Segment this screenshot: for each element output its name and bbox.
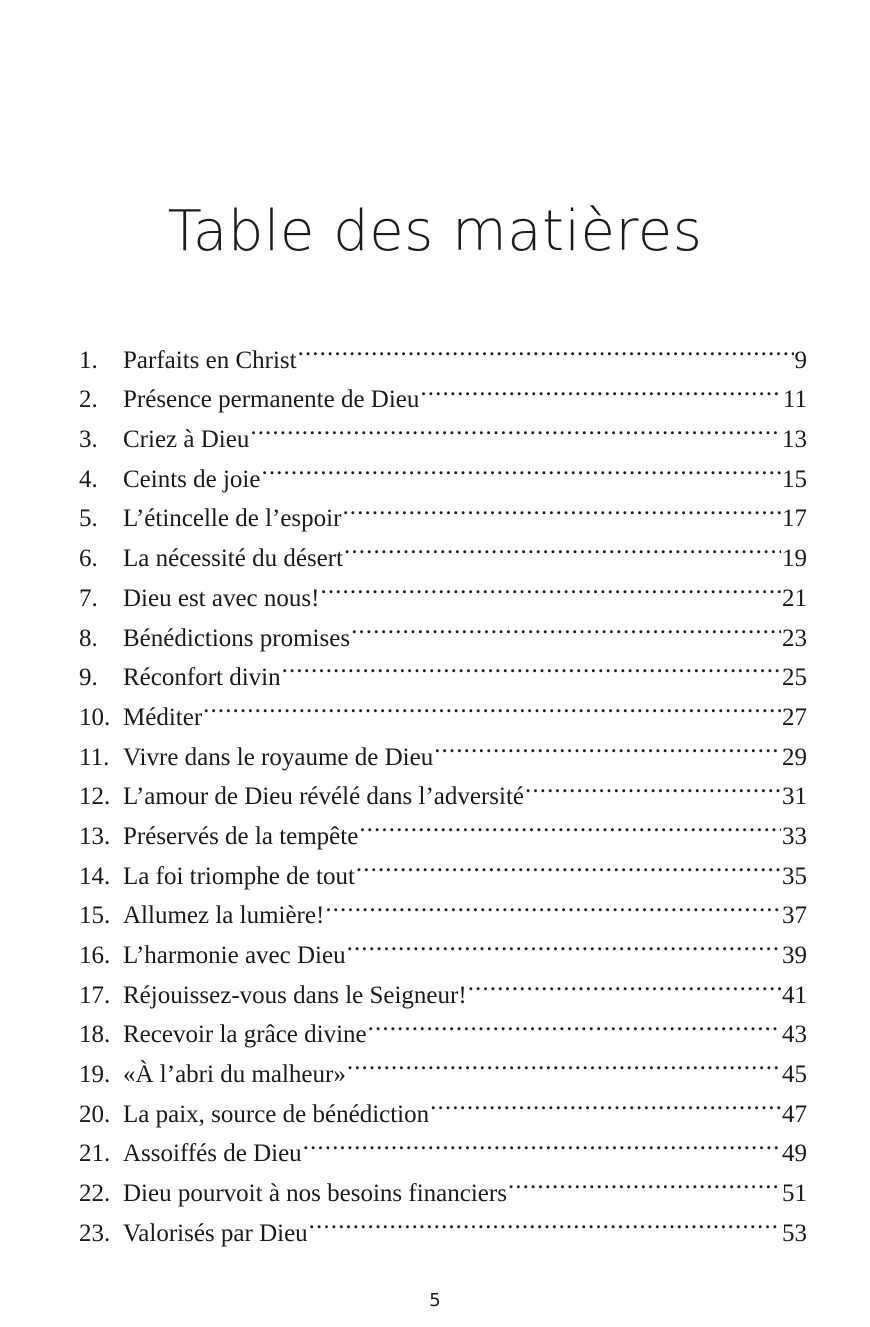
toc-entry-title: Allumez la lumière! (123, 902, 325, 930)
toc-dot-leader (325, 884, 781, 924)
toc-entry-page: 51 (782, 1180, 807, 1208)
toc-entry-title: La paix, source de bénédiction (123, 1100, 430, 1128)
toc-entry-page: 11 (782, 386, 807, 414)
toc-entry-number: 18. (79, 1021, 111, 1049)
toc-entry-number: 4. (79, 465, 98, 493)
toc-entry-title: Dieu pourvoit à nos besoins financiers (123, 1180, 507, 1208)
toc-entry-page: 47 (782, 1100, 807, 1128)
toc-entry-number: 12. (79, 783, 111, 811)
toc-entry-page: 49 (782, 1140, 807, 1168)
toc-dot-leader (430, 1082, 781, 1122)
toc-dot-leader (344, 526, 781, 566)
toc-dot-leader (342, 487, 781, 527)
toc-entry-page: 9 (794, 346, 807, 374)
toc-entry-title: Ceints de joie (123, 465, 261, 493)
toc-entry-number: 22. (79, 1180, 111, 1208)
toc-entry-title: Criez à Dieu (123, 426, 250, 454)
toc-dot-leader (261, 447, 781, 487)
toc-dot-leader (468, 963, 781, 1003)
toc-entry-page: 25 (782, 664, 807, 692)
toc-entry-page: 53 (782, 1219, 807, 1247)
toc-entry-page: 19 (782, 545, 807, 573)
toc-dot-leader (525, 765, 781, 805)
toc-dot-leader (298, 328, 794, 368)
toc-entry-number: 20. (79, 1100, 111, 1128)
toc-dot-leader (282, 646, 781, 686)
toc-entry-page: 23 (782, 624, 807, 652)
toc-dot-leader (303, 1122, 781, 1162)
toc-entry-page: 41 (782, 981, 807, 1009)
toc-entry-title: Méditer (123, 703, 203, 731)
toc-entry-title: La nécessité du désert (123, 545, 344, 573)
table-of-contents (79, 328, 807, 1247)
toc-dot-leader (347, 923, 781, 963)
toc-entry-page: 15 (782, 465, 807, 493)
toc-entry-title: Valorisés par Dieu (123, 1219, 308, 1247)
toc-entry-page: 37 (782, 902, 807, 930)
toc-entry-number: 14. (79, 862, 111, 890)
toc-entry-number: 3. (79, 426, 98, 454)
toc-dot-leader (434, 725, 781, 765)
toc-entry-number: 1. (79, 346, 98, 374)
toc-entry-page: 45 (782, 1061, 807, 1089)
toc-entry-number: 6. (79, 545, 98, 573)
toc-entry-page: 31 (782, 783, 807, 811)
toc-entry-page: 33 (782, 822, 807, 850)
toc-entry-page: 21 (782, 584, 807, 612)
toc-entry-title: Présence permanente de Dieu (123, 386, 420, 414)
toc-dot-leader (359, 804, 781, 844)
toc-entry-title: Recevoir la grâce divine (123, 1021, 367, 1049)
toc-entry-page: 17 (782, 505, 807, 533)
toc-entry-number: 9. (79, 664, 98, 692)
toc-dot-leader (420, 368, 782, 408)
toc-dot-leader (347, 1042, 781, 1082)
toc-entry-number: 16. (79, 942, 111, 969)
toc-entry-page: 43 (782, 1021, 807, 1049)
toc-entry-title: Dieu est avec nous! (123, 584, 320, 612)
toc-entry-number: 17. (79, 981, 111, 1009)
toc-entry-title: Préservés de la tempête (123, 822, 359, 850)
toc-entry-number: 2. (79, 386, 98, 414)
toc-dot-leader (351, 606, 781, 646)
toc-entry-page: 39 (782, 942, 807, 969)
toc-entry-number: 7. (79, 584, 98, 612)
toc-entry-title: La foi triomphe de tout (123, 862, 355, 890)
toc-entry-title: «À l’abri du malheur» (123, 1061, 346, 1089)
page-title: Table des matières (167, 199, 703, 264)
toc-dot-leader (320, 566, 781, 606)
toc-entry-title: L’étincelle de l’espoir (123, 505, 342, 533)
toc-entry-title: Assoiffés de Dieu (123, 1140, 302, 1168)
toc-entry-number: 19. (79, 1061, 111, 1089)
toc-entry-page: 27 (782, 703, 807, 731)
toc-entry-page: 29 (782, 743, 807, 771)
toc-dot-leader (203, 685, 781, 725)
toc-entry-number: 11. (79, 743, 110, 771)
toc-dot-leader (368, 1003, 781, 1043)
toc-dot-leader (356, 844, 781, 884)
toc-dot-leader (309, 1201, 781, 1241)
toc-entry-number: 8. (79, 624, 98, 652)
toc-entry-number: 15. (79, 902, 111, 930)
toc-entry (79, 328, 807, 374)
toc-entry-number: 10. (79, 703, 111, 731)
toc-entry-page: 13 (782, 426, 807, 454)
toc-entry-title: Vivre dans le royaume de Dieu (123, 743, 434, 771)
toc-entry-number: 13. (79, 822, 111, 850)
toc-entry-title: L’harmonie avec Dieu (123, 942, 346, 969)
toc-entry-number: 5. (79, 505, 98, 533)
toc-entry-title: Réconfort divin (123, 664, 281, 692)
toc-entry-title: Bénédictions promises (123, 624, 351, 652)
toc-entry-title: Parfaits en Christ (123, 346, 297, 374)
toc-entry-page: 35 (782, 862, 807, 890)
toc-entry-number: 23. (79, 1219, 111, 1247)
toc-entry-title: L’amour de Dieu révélé dans l’adversité (123, 783, 525, 811)
toc-entry-number: 21. (79, 1140, 111, 1168)
toc-dot-leader (250, 407, 781, 447)
page-number: 5 (429, 1290, 441, 1311)
toc-entry-title: Réjouissez-vous dans le Seigneur! (123, 981, 467, 1009)
toc-dot-leader (508, 1161, 781, 1201)
